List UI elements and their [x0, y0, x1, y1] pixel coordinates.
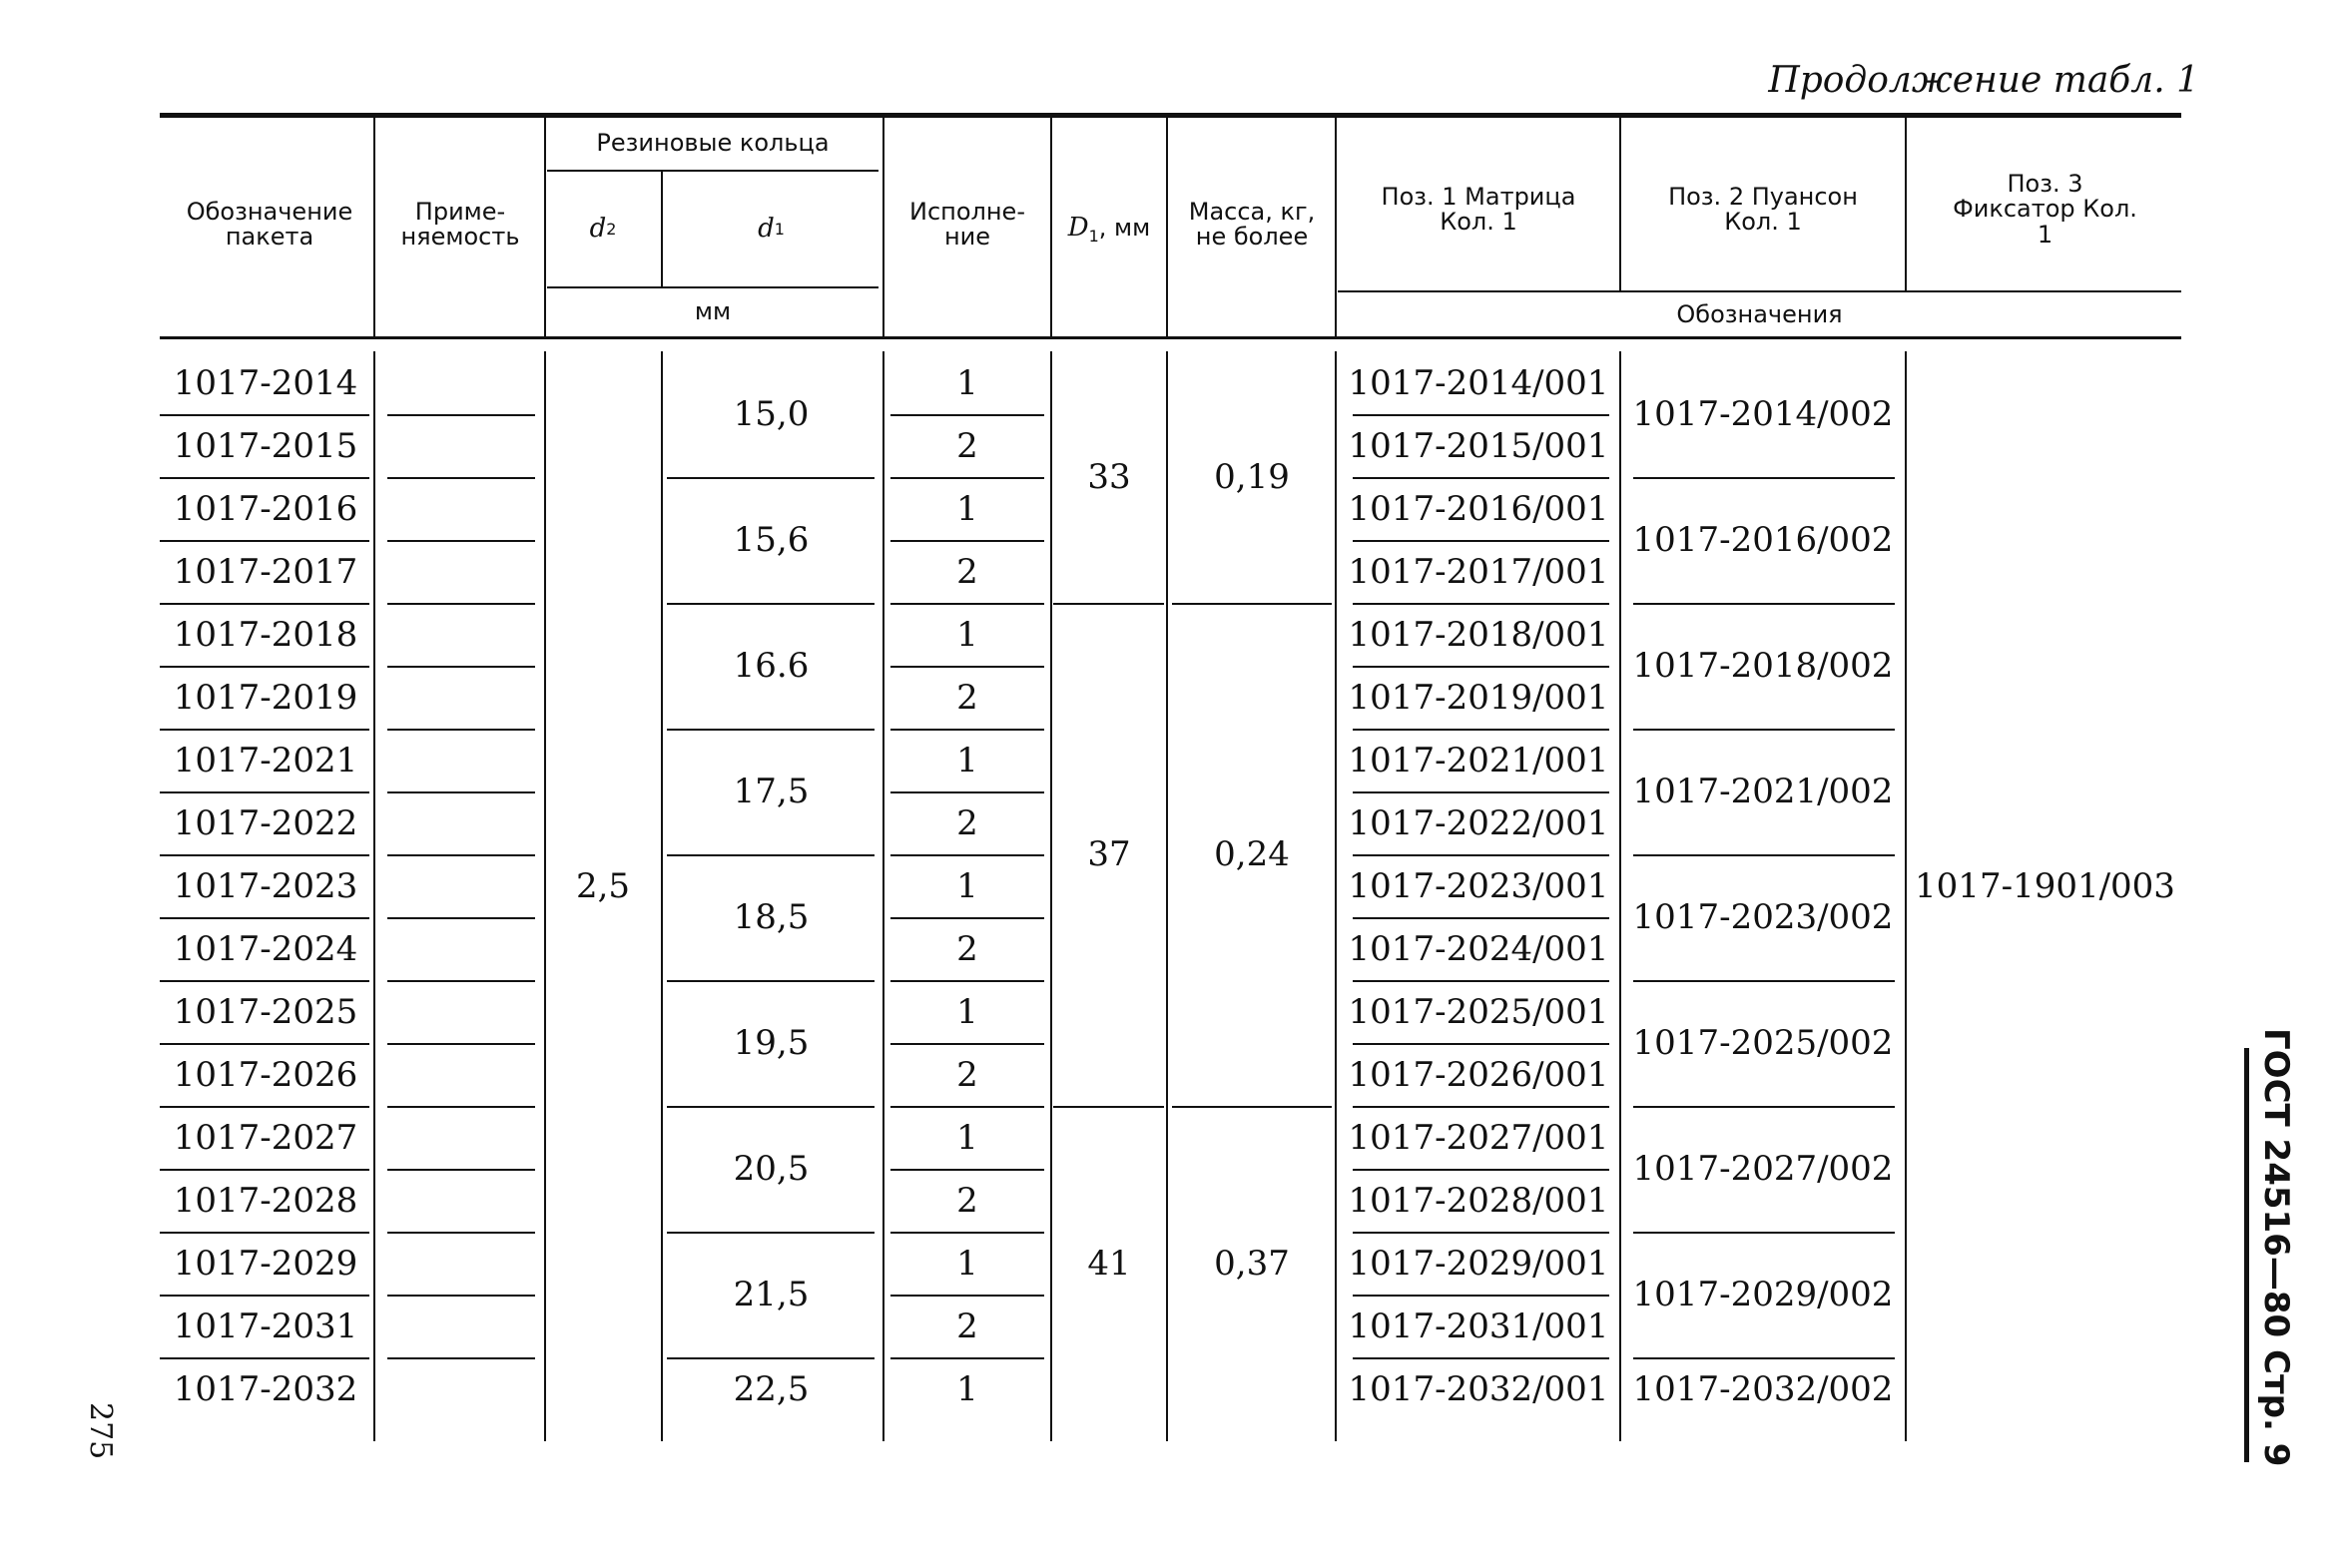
designation-cell: 1017-2022 — [173, 802, 358, 843]
designation-cell: 1017-2014 — [173, 362, 358, 403]
row-rule — [387, 980, 535, 982]
designation-cell: 1017-2026 — [173, 1054, 358, 1095]
version-cell: 1 — [956, 488, 978, 529]
version-cell: 2 — [956, 928, 978, 969]
header-designation: Обозначение пакета — [186, 197, 353, 251]
pos1-cell: 1017-2014/001 — [1348, 362, 1609, 403]
header-pos2: Поз. 2 Пуансон Кол. 1 — [1668, 182, 1858, 236]
mass-cell: 0,24 — [1214, 834, 1290, 874]
row-rule — [387, 1043, 535, 1045]
d1-subscript: 1 — [774, 219, 785, 239]
body-vline — [373, 351, 375, 1441]
row-rule — [387, 917, 535, 919]
header-D1 — [1053, 180, 1165, 279]
mm-rule — [547, 286, 878, 288]
header-vline — [1050, 118, 1052, 336]
pos1-cell: 1017-2016/001 — [1348, 488, 1609, 529]
row-rule — [387, 1169, 535, 1171]
D1-cell: 37 — [1087, 834, 1131, 874]
pos3-cell: 1017-1901/003 — [1915, 865, 2175, 906]
version-cell: 2 — [956, 551, 978, 592]
body-vline — [1619, 351, 1621, 1441]
row-rule — [387, 1357, 535, 1359]
d2-symbol: d — [589, 214, 607, 245]
pos2-cell: 1017-2014/002 — [1632, 394, 1894, 434]
body-vline — [661, 351, 663, 1441]
designation-cell: 1017-2018 — [173, 614, 358, 655]
designation-cell: 1017-2021 — [173, 740, 358, 781]
d1-cell: 22,5 — [733, 1368, 810, 1409]
pos1-cell: 1017-2024/001 — [1348, 928, 1609, 969]
D1-unit: , мм — [1098, 213, 1151, 242]
pos2-cell: 1017-2025/002 — [1632, 1023, 1894, 1063]
pos2-cell: 1017-2021/002 — [1632, 772, 1894, 811]
d1-cell: 18,5 — [733, 897, 810, 937]
header-mm: мм — [694, 297, 732, 326]
pos2-cell: 1017-2018/002 — [1632, 646, 1894, 686]
version-cell: 2 — [956, 1306, 978, 1346]
version-cell: 1 — [956, 614, 978, 655]
designation-cell: 1017-2032 — [173, 1368, 358, 1409]
pos1-cell: 1017-2018/001 — [1348, 614, 1609, 655]
d1-cell: 15,6 — [733, 520, 810, 560]
pos1-cell: 1017-2025/001 — [1348, 991, 1609, 1032]
designation-cell: 1017-2019 — [173, 677, 358, 718]
header-d2 — [547, 180, 659, 279]
version-cell: 1 — [956, 362, 978, 403]
D1-cell: 41 — [1087, 1243, 1131, 1284]
header-vline — [544, 118, 546, 336]
header-version: Исполне-ние — [909, 197, 1025, 251]
mass-cell: 0,19 — [1214, 457, 1290, 497]
side-title: ГОСТ 24516—80 Стр. 9 — [2256, 1028, 2296, 1467]
pos1-cell: 1017-2015/001 — [1348, 425, 1609, 466]
d1-cell: 16.6 — [733, 646, 810, 686]
designation-cell: 1017-2023 — [173, 865, 358, 906]
pos2-cell: 1017-2016/002 — [1632, 520, 1894, 560]
row-rule — [387, 603, 535, 605]
version-cell: 1 — [956, 1243, 978, 1284]
header-vline — [1335, 118, 1337, 336]
header-designations: Обозначения — [1676, 300, 1843, 329]
d1-cell: 20,5 — [733, 1149, 810, 1189]
header-vline — [1905, 118, 1907, 290]
designation-cell: 1017-2031 — [173, 1306, 358, 1346]
pos1-cell: 1017-2032/001 — [1348, 1368, 1609, 1409]
header-d1 — [664, 180, 878, 279]
row-rule — [387, 477, 535, 479]
version-cell: 2 — [956, 425, 978, 466]
header-pos3: Поз. 3 Фиксатор Кол. 1 — [1953, 170, 2137, 249]
version-cell: 1 — [956, 865, 978, 906]
top-rule — [160, 113, 2181, 118]
designation-cell: 1017-2027 — [173, 1117, 358, 1158]
body-vline — [1905, 351, 1907, 1441]
rubber-rings-rule — [547, 170, 878, 172]
page-number: 275 — [83, 1402, 118, 1460]
mass-cell: 0,37 — [1214, 1243, 1290, 1284]
version-cell: 1 — [956, 1117, 978, 1158]
pos1-cell: 1017-2017/001 — [1348, 551, 1609, 592]
d1-cell: 15,0 — [733, 394, 810, 434]
header-vline — [1166, 118, 1168, 336]
d2-subscript: 2 — [606, 219, 617, 239]
row-rule — [387, 1295, 535, 1297]
designation-cell: 1017-2025 — [173, 991, 358, 1032]
row-rule — [387, 1106, 535, 1108]
table-caption: Продолжение табл. 1 — [1768, 60, 2199, 101]
version-cell: 1 — [956, 1368, 978, 1409]
body-vline — [544, 351, 546, 1441]
d1-cell: 17,5 — [733, 772, 810, 811]
body-vline — [1335, 351, 1337, 1441]
pos1-cell: 1017-2028/001 — [1348, 1180, 1609, 1221]
designation-cell: 1017-2028 — [173, 1180, 358, 1221]
designation-cell: 1017-2024 — [173, 928, 358, 969]
d2-cell: 2,5 — [575, 865, 631, 906]
header-pos1: Поз. 1 Матрица Кол. 1 — [1381, 182, 1576, 236]
d1-symbol: d — [758, 214, 775, 245]
D1-subscript: 1 — [1088, 226, 1099, 246]
row-rule — [387, 540, 535, 542]
pos1-cell: 1017-2021/001 — [1348, 740, 1609, 781]
header-vline — [661, 172, 663, 286]
pos2-cell: 1017-2029/002 — [1632, 1275, 1894, 1314]
row-rule — [387, 791, 535, 793]
row-rule — [387, 1232, 535, 1234]
version-cell: 2 — [956, 1180, 978, 1221]
header-vline — [882, 118, 884, 336]
D1-symbol: D — [1067, 212, 1089, 243]
pos2-cell: 1017-2023/002 — [1632, 897, 1894, 937]
designation-cell: 1017-2016 — [173, 488, 358, 529]
row-rule — [387, 666, 535, 668]
designation-cell: 1017-2015 — [173, 425, 358, 466]
row-rule — [387, 414, 535, 416]
d1-cell: 19,5 — [733, 1023, 810, 1063]
pos1-cell: 1017-2022/001 — [1348, 802, 1609, 843]
D1-cell: 33 — [1087, 457, 1131, 497]
pos1-cell: 1017-2026/001 — [1348, 1054, 1609, 1095]
row-rule — [387, 729, 535, 731]
d1-cell: 21,5 — [733, 1275, 810, 1314]
version-cell: 2 — [956, 1054, 978, 1095]
body-vline — [1050, 351, 1052, 1441]
designations-rule — [1338, 290, 2181, 292]
version-cell: 2 — [956, 677, 978, 718]
pos1-cell: 1017-2031/001 — [1348, 1306, 1609, 1346]
pos2-cell: 1017-2032/002 — [1632, 1368, 1894, 1409]
pos2-cell: 1017-2027/002 — [1632, 1149, 1894, 1189]
side-rule — [2244, 1048, 2249, 1462]
header-vline — [1619, 118, 1621, 290]
pos1-cell: 1017-2029/001 — [1348, 1243, 1609, 1284]
header-mass: Масса, кг, не более — [1188, 197, 1316, 251]
designation-cell: 1017-2029 — [173, 1243, 358, 1284]
version-cell: 1 — [956, 740, 978, 781]
version-cell: 2 — [956, 802, 978, 843]
body-vline — [882, 351, 884, 1441]
version-cell: 1 — [956, 991, 978, 1032]
designation-cell: 1017-2017 — [173, 551, 358, 592]
body-vline — [1166, 351, 1168, 1441]
header-bottom-rule — [160, 336, 2181, 339]
row-rule — [387, 854, 535, 856]
pos1-cell: 1017-2019/001 — [1348, 677, 1609, 718]
pos1-cell: 1017-2023/001 — [1348, 865, 1609, 906]
header-applicability: Приме-няемость — [400, 197, 520, 251]
pos1-cell: 1017-2027/001 — [1348, 1117, 1609, 1158]
header-vline — [373, 118, 375, 336]
header-rubber-rings: Резиновые кольца — [596, 129, 830, 158]
D1-label — [1067, 212, 1151, 246]
